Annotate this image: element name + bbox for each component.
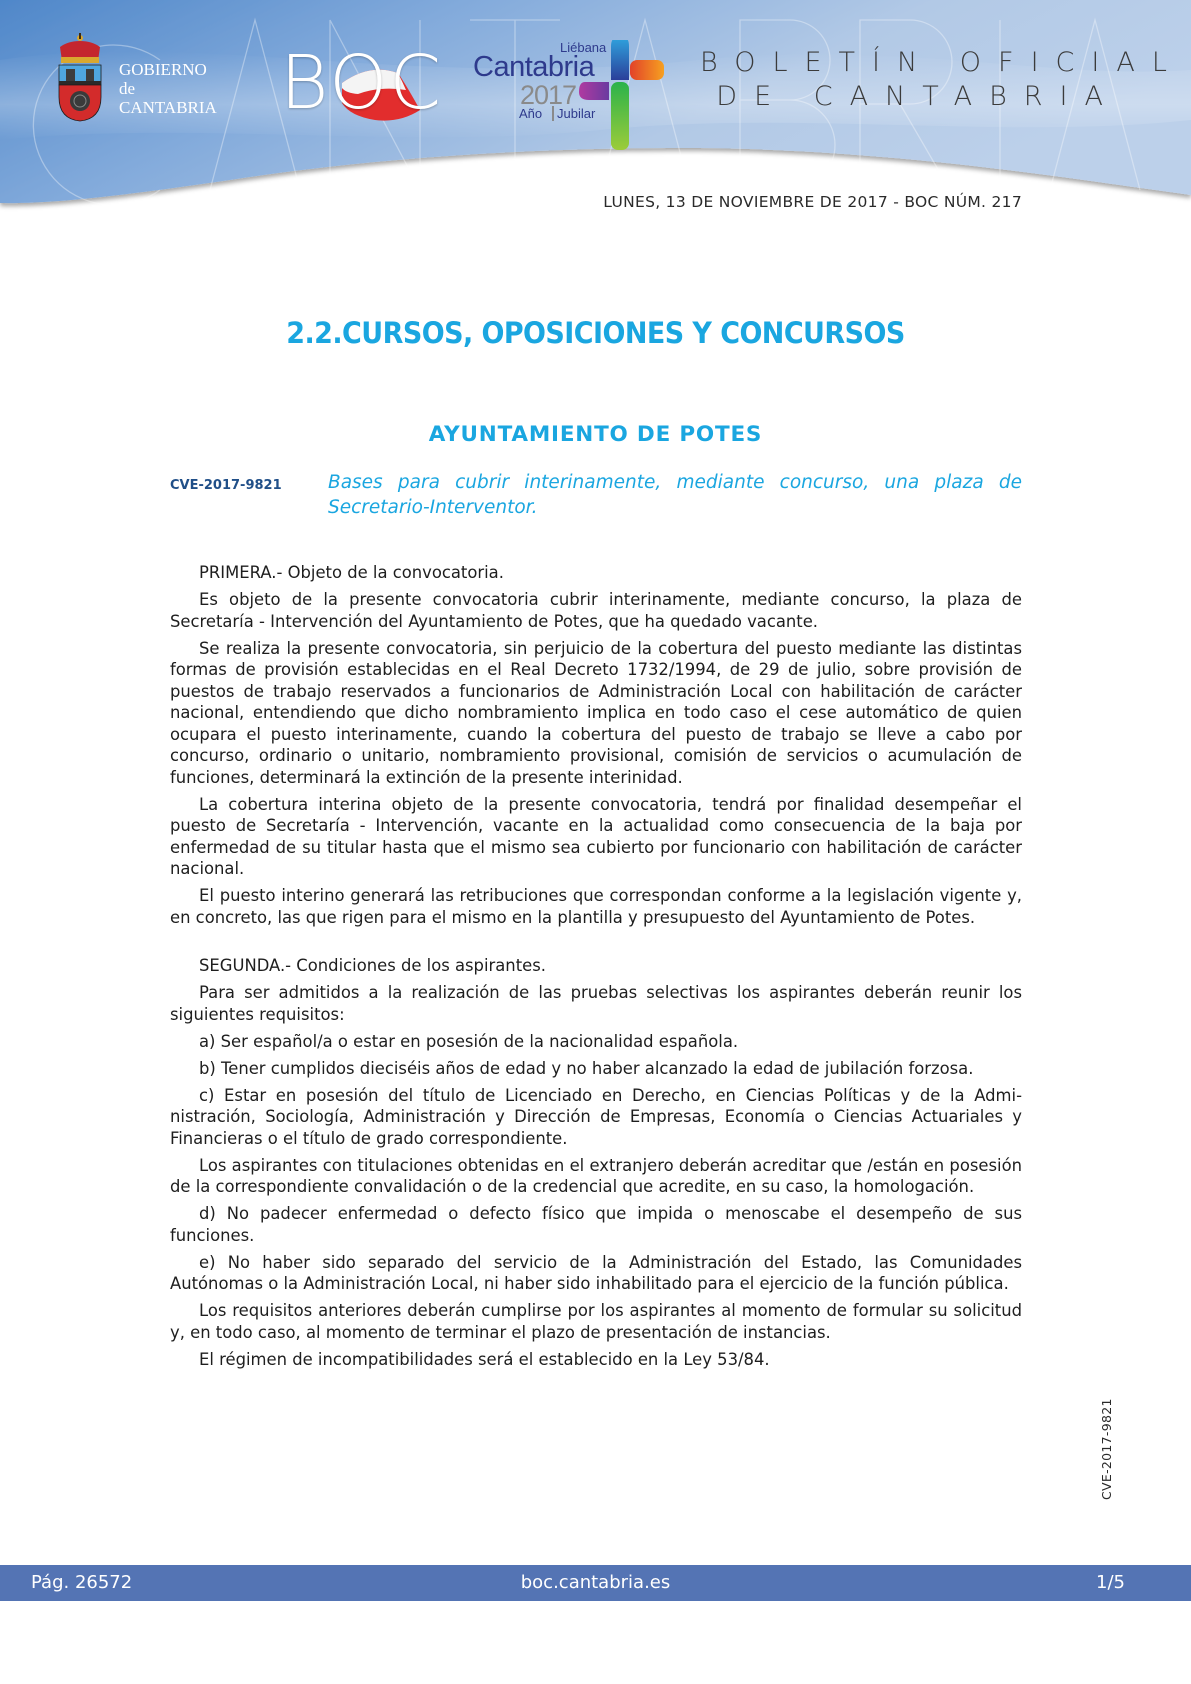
bulletin-title-line2: DE CANTABRIA (716, 81, 1120, 112)
page-footer (0, 1565, 1191, 1601)
website-link[interactable]: boc.cantabria.es (520, 1572, 671, 1593)
side-cve-code: CVE-2017-9821 (1099, 1398, 1114, 1500)
paragraph: La cobertura interina objeto de la presente convocatoria, tendrá por finalidad desempeñar el puesto de Secretaría - Intervención, vacante en la actualidad como consecuencia de la baja por enfermedad de su titular hasta que el mismo sea cubierto por funcionario con habilitación de carácter nacional. (170, 794, 1022, 878)
paragraph: El régimen de incompatibilidades será el establecido en la Ley 53/84. (199, 1349, 770, 1369)
paragraph: Para ser admitidos a la realización de las pruebas selectivas los aspirantes deberán reunir los siguientes requisitos: (170, 983, 1022, 1024)
issue-dateline: LUNES, 13 DE NOVIEMBRE DE 2017 - BOC NÚM. 217 (603, 193, 1022, 211)
requirement-c: c) Estar en posesión del título de Licenciado en Derecho, en Ciencias Políticas y de la Administración, Sociología, Administración y Dirección de Empresas, Economía o Ciencias Actuariales y Financieras o el título de grado correspondiente. (170, 1085, 1022, 1148)
paragraph: Es objeto de la presente convocatoria cubrir interinamente, mediante concurso, la plaza de Secretaría - Intervención del Ayuntamiento de Potes, que ha quedado vacante. (170, 590, 1022, 631)
gobierno-line1: GOBIERNO (119, 60, 207, 79)
gobierno-line2: de (119, 79, 136, 98)
bulletin-title (700, 46, 1184, 114)
gobierno-de-cantabria-logo (56, 33, 246, 123)
jubilar-text: Jubilar (552, 106, 595, 121)
boc-logo (280, 40, 445, 126)
organization-title: AYUNTAMIENTO DE POTES (428, 422, 763, 447)
paragraph: Los aspirantes con titulaciones obtenidas en el extranjero deberán acreditar que /están en posesión de la correspondiente convalidación o de la credencial que acredite, en su caso, la homologación. (170, 1155, 1022, 1196)
cantabria-text: Cantabria (473, 51, 595, 83)
gobierno-line3: CANTABRIA (119, 98, 217, 117)
anio-jubilar-logo (473, 40, 683, 152)
heading-primera: PRIMERA.- Objeto de la convocatoria. (199, 563, 504, 582)
requirement-e: e) No haber sido separado del servicio de la Administración del Estado, las Comunidades Autónomas o la Administración Local, ni haber sido inhabilitado para el ejercicio de la función pública. (170, 1252, 1022, 1293)
page-number: Pág. 26572 (31, 1572, 133, 1593)
heading-segunda: SEGUNDA.- Condiciones de los aspirantes. (199, 956, 546, 975)
paragraph: El puesto interino generará las retribuciones que correspondan conforme a la legislación vigente y, en concreto, las que rigen para el mismo en la plantilla y presupuesto del Ayuntamiento de Potes. (170, 886, 1022, 927)
paragraph: Los requisitos anteriores deberán cumplirse por los aspirantes al momento de formular su solicitud y, en todo caso, al momento de terminar el plazo de presentación de instancias. (170, 1301, 1022, 1342)
section-title: 2.2.CURSOS, OPOSICIONES Y CONCURSOS (286, 316, 905, 350)
document-body (170, 562, 1022, 1376)
year-text: 2017 (520, 80, 577, 110)
requirement-a: a) Ser español/a o estar en posesión de la nacionalidad española. (199, 1031, 739, 1051)
coat-of-arms-icon (56, 33, 104, 123)
ano-text: Año (519, 106, 543, 121)
document-summary: Bases para cubrir interinamente, mediante concurso, una plaza de Secretario-Interventor. (328, 472, 1022, 518)
cve-code: CVE-2017-9821 (170, 478, 282, 493)
header-banner (0, 0, 1191, 215)
boc-logo-text: BOC (280, 40, 444, 126)
liebana-text: Liébana (560, 40, 607, 55)
page-count: 1/5 (1096, 1572, 1125, 1593)
gobierno-text (119, 60, 217, 117)
requirement-d: d) No padecer enfermedad o defecto físico que impida o menoscabe el desempeño de sus funciones. (170, 1204, 1022, 1245)
bulletin-title-line1: BOLETÍN OFICIAL (700, 47, 1184, 78)
requirement-b: b) Tener cumplidos dieciséis años de edad y no haber alcanzado la edad de jubilación forzosa. (199, 1058, 974, 1078)
paragraph: Se realiza la presente convocatoria, sin perjuicio de la cobertura del puesto mediante las distintas formas de provisión establecidas en el Real Decreto 1732/1994, de 29 de julio, sobre provisión de puestos de trabajo reservados a funcionarios de Administración Local con habilitación de carácter nacional, entendiendo que dicho nombramiento implica en todo caso el cese automático de quien ocupara el puesto interinamente, cuando la cobertura del puesto de trabajo se lleve a cabo por concurso, ordinario o unitario, nombramiento provisional, comisión de servicios o acumulación de funciones, determinará la extinción de la presente interinidad. (170, 638, 1022, 787)
